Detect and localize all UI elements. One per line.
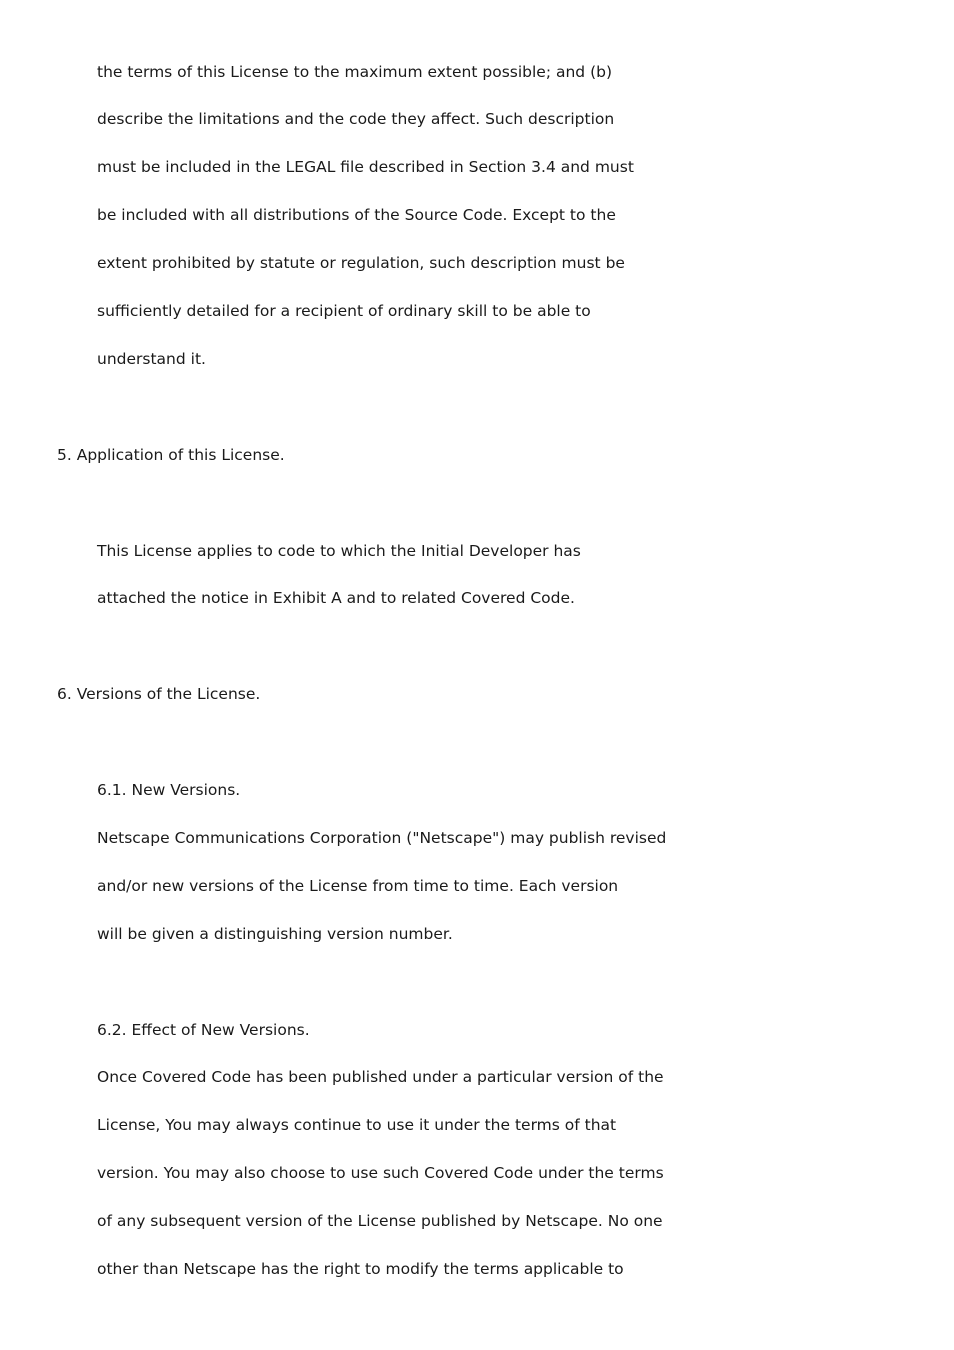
paragraph-line: will be given a distinguishing version number. xyxy=(97,925,453,943)
paragraph-line: attached the notice in Exhibit A and to related Covered Code. xyxy=(97,589,575,607)
paragraph-line: and/or new versions of the License from time to time. Each version xyxy=(97,877,619,895)
paragraph-line: Netscape Communications Corporation ("Netscape") may publish revised xyxy=(97,829,667,847)
paragraph-line: version. You may also choose to use such Covered Code under the terms xyxy=(97,1164,664,1182)
paragraph-line: other than Netscape has the right to modify the terms applicable to xyxy=(97,1260,624,1278)
paragraph-line: Once Covered Code has been published under a particular version of the xyxy=(97,1068,664,1086)
paragraph-line: extent prohibited by statute or regulation, such description must be xyxy=(97,254,625,272)
paragraph-line: understand it. xyxy=(97,350,206,368)
paragraph-line: the terms of this License to the maximum extent possible; and (b) xyxy=(97,63,613,81)
paragraph-line: describe the limitations and the code they affect. Such description xyxy=(97,110,615,128)
paragraph-line: This License applies to code to which the Initial Developer has xyxy=(97,542,581,560)
paragraph-line: sufficiently detailed for a recipient of ordinary skill to be able to xyxy=(97,302,591,320)
subsection-heading-6-2: 6.2. Effect of New Versions. xyxy=(97,1021,310,1039)
section-heading-6: 6. Versions of the License. xyxy=(57,685,261,703)
paragraph-line: must be included in the LEGAL file described in Section 3.4 and must xyxy=(97,158,634,176)
paragraph-line: be included with all distributions of the Source Code. Except to the xyxy=(97,206,616,224)
section-heading-5: 5. Application of this License. xyxy=(57,446,285,464)
paragraph-line: of any subsequent version of the License published by Netscape. No one xyxy=(97,1212,663,1230)
paragraph-line: License, You may always continue to use it under the terms of that xyxy=(97,1116,617,1134)
subsection-heading-6-1: 6.1. New Versions. xyxy=(97,781,241,799)
